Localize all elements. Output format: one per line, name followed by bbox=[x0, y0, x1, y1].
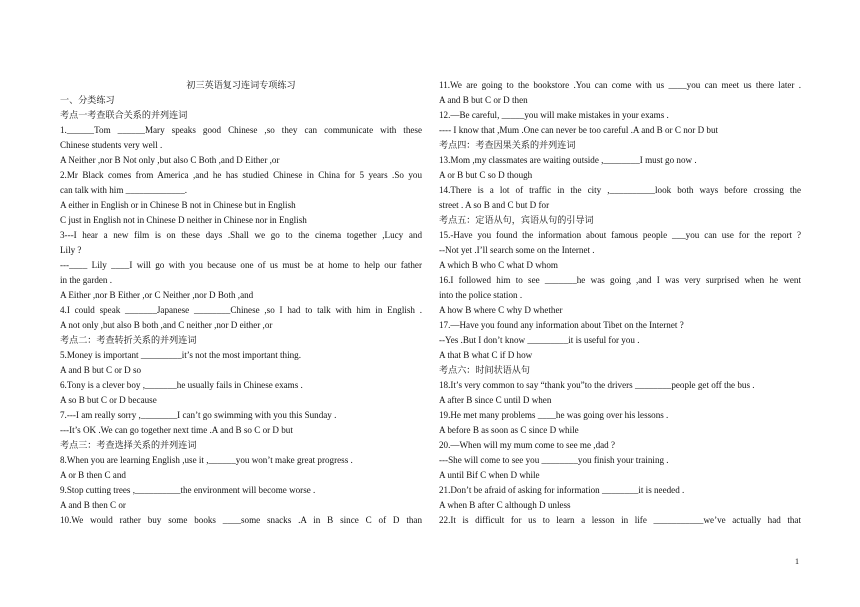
text-line: A Neither ,nor B Not only ,but also C Both ,and D Either ,or bbox=[60, 155, 280, 165]
text-line: A or B but C so D though bbox=[439, 170, 533, 180]
text-line: A either in English or in Chinese B not in Chinese but in English bbox=[60, 200, 296, 210]
text-line: 20.—When will my mum come to see me ,dad ? bbox=[439, 440, 616, 450]
document-title: 初三英语复习连词专项练习 bbox=[186, 80, 296, 90]
text-line: 考点二：考查转折关系的并列连词 bbox=[60, 335, 197, 345]
text-line: A Either ,nor B Either ,or C Neither ,nor D Both ,and bbox=[60, 290, 254, 300]
text-line: 21.Don’t be afraid of asking for information ________it is needed . bbox=[439, 485, 685, 495]
text-line: 考点三：考查选择关系的并列连词 bbox=[60, 440, 197, 450]
text-line: A not only ,but also B both ,and C neither ,nor D either ,or bbox=[60, 320, 273, 330]
text-line: A after B since C until D when bbox=[439, 395, 552, 405]
text-line: ---She will come to see you ________you finish your training . bbox=[439, 455, 669, 465]
text-line: 16.I followed him to see _______he was going ,and I was very surprised when he went bbox=[439, 275, 801, 285]
text-line: --Not yet .I’ll search some on the Internet . bbox=[439, 245, 595, 255]
left-column bbox=[60, 78, 422, 528]
text-line: 19.He met many problems ____he was going over his lessons . bbox=[439, 410, 669, 420]
text-line: A or B then C and bbox=[60, 470, 126, 480]
text-line: A until Bif C when D while bbox=[439, 470, 540, 480]
text-line: 10.We would rather buy some books ____some snacks .A in B since C of D than bbox=[60, 515, 422, 525]
text-line: 考点六：时间状语从句 bbox=[439, 365, 530, 375]
text-line: in the garden . bbox=[60, 275, 113, 285]
text-line: 15.-Have you found the information about famous people ___you can use for the report ? bbox=[439, 230, 801, 240]
text-line: 8.When you are learning English ,use it ,______you won’t make great progress . bbox=[60, 455, 353, 465]
text-line: 22.It is difficult for us to learn a lesson in life ___________we’ve actually had that bbox=[439, 515, 801, 525]
text-line: ---It’s OK .We can go together next time .A and B so C or D but bbox=[60, 425, 293, 435]
text-line: A so B but C or D because bbox=[60, 395, 157, 405]
text-line: 考点一考查联合关系的并列连词 bbox=[60, 110, 188, 120]
text-line: A that B what C if D how bbox=[439, 350, 533, 360]
text-line: 一、分类练习 bbox=[60, 95, 115, 105]
text-line: 13.Mom ,my classmates are waiting outside ,________I must go now . bbox=[439, 155, 697, 165]
page-number: 1 bbox=[795, 557, 799, 566]
text-line: 14.There is a lot of traffic in the city ,__________look both ways before crossing the bbox=[439, 185, 801, 195]
text-line: 18.It’s very common to say “thank you”to the drivers ________people get off the bus . bbox=[439, 380, 755, 390]
text-line: 2.Mr Black comes from America ,and he has studied Chinese in China for 5 years .So you bbox=[60, 170, 422, 180]
text-line: ---____ Lily ____I will go with you because one of us must be at home to help our father bbox=[60, 260, 422, 270]
text-line: ---- I know that ,Mum .One can never be too careful .A and B or C nor D but bbox=[439, 125, 719, 135]
text-line: Chinese students very well . bbox=[60, 140, 163, 150]
text-line: --Yes .But I don’t know _________it is useful for you . bbox=[439, 335, 640, 345]
text-line: A which B who C what D whom bbox=[439, 260, 558, 270]
text-line: Lily ? bbox=[60, 245, 82, 255]
text-line: can talk with him _____________. bbox=[60, 185, 188, 195]
text-line: A when B after C although D unless bbox=[439, 500, 571, 510]
text-line: 3---I hear a new film is on these days .Shall we go to the cinema together ,Lucy and bbox=[60, 230, 422, 240]
text-line: 12.—Be careful, _____you will make mistakes in your exams . bbox=[439, 110, 669, 120]
text-line: 11.We are going to the bookstore .You can come with us ____you can meet us there later . bbox=[439, 80, 801, 90]
text-line: street . A so B and C but D for bbox=[439, 200, 550, 210]
text-line: A before B as soon as C since D while bbox=[439, 425, 579, 435]
text-line: A and B then C or bbox=[60, 500, 126, 510]
text-line: 6.Tony is a clever boy ,_______he usually fails in Chinese exams . bbox=[60, 380, 303, 390]
text-line: 5.Money is important _________it’s not the most important thing. bbox=[60, 350, 301, 360]
text-line: 9.Stop cutting trees ,__________the environment will become worse . bbox=[60, 485, 316, 495]
text-line: into the police station . bbox=[439, 290, 523, 300]
text-line: A and B but C or D so bbox=[60, 365, 142, 375]
text-line: C just in English not in Chinese D neither in Chinese nor in English bbox=[60, 215, 307, 225]
right-column bbox=[439, 78, 801, 528]
text-line: 4.I could speak _______Japanese ________Chinese ,so I had to talk with him in English . bbox=[60, 305, 422, 315]
text-line: A how B where C why D whether bbox=[439, 305, 563, 315]
text-line: A and B but C or D then bbox=[439, 95, 528, 105]
text-line: 17.—Have you found any information about Tibet on the Internet ? bbox=[439, 320, 684, 330]
text-line: 考点四：考查因果关系的并列连词 bbox=[439, 140, 576, 150]
text-line: 1.______Tom ______Mary speaks good Chinese ,so they can communicate with these bbox=[60, 125, 422, 135]
text-line: 考点五：定语从句，宾语从句的引导词 bbox=[439, 215, 594, 225]
text-line: 7.---I am really sorry ,________I can’t go swimming with you this Sunday . bbox=[60, 410, 337, 420]
